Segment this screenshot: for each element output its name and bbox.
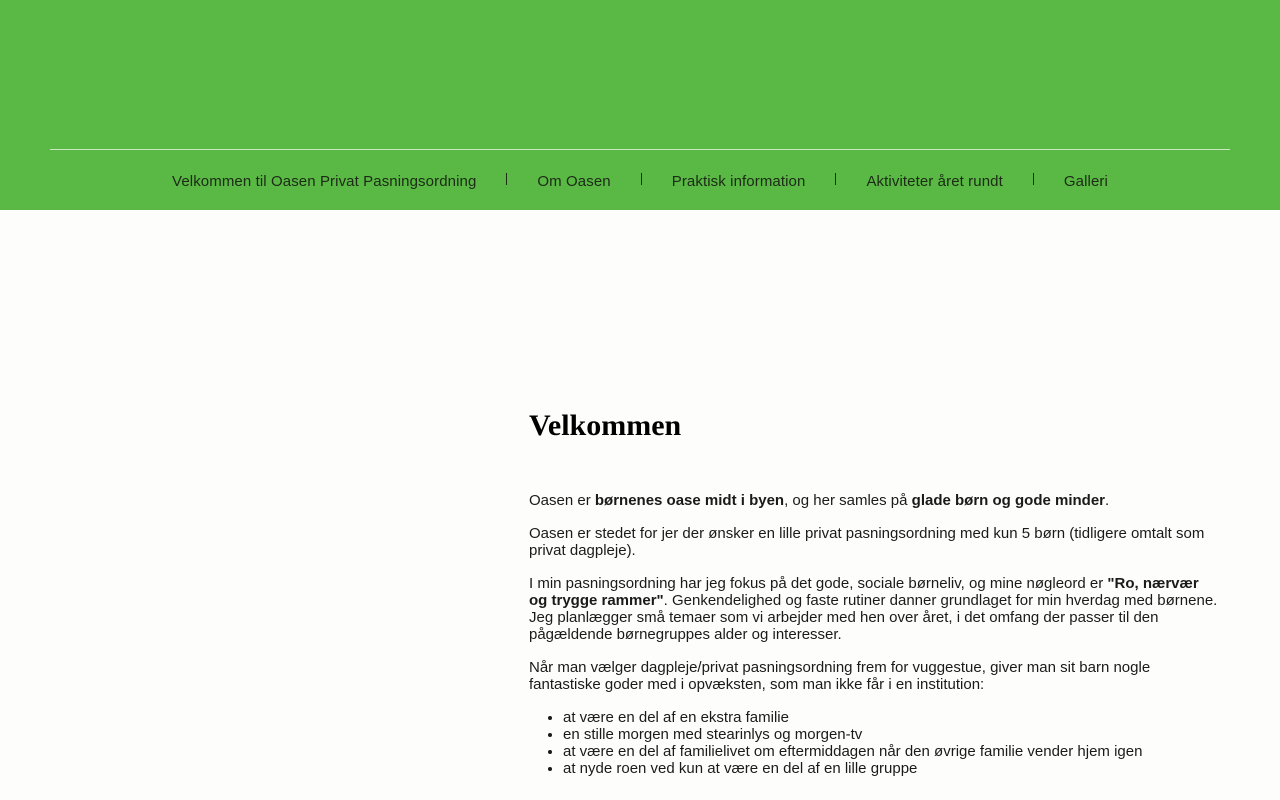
description-paragraph: Oasen er stedet for jer der ønsker en lille privat pasningsordning med kun 5 børn (tidligere omtalt som privat dagpleje). — [529, 525, 1205, 559]
list-item: • at nyde roen ved kun at være en del af en lille gruppe — [563, 760, 1219, 777]
intro-paragraph — [529, 492, 1219, 509]
intro-highlight-1: børnenes oase midt i byen — [594, 492, 785, 509]
nav-separator — [835, 173, 836, 185]
benefits-list — [529, 709, 1219, 777]
list-item: • at være en del af familielivet om eftermiddagen når den øvrige familie vender hjem igen — [563, 743, 1219, 760]
focus-text-1: I min pasningsordning har jeg fokus på det gode, sociale børneliv, og mine nøgleord er — [529, 575, 1108, 592]
page-title: Velkommen — [529, 409, 682, 442]
benefits-intro-paragraph: Når man vælger dagpleje/privat pasningsordning frem for vuggestue, giver man sit barn nogle fantastiske goder med i opvæksten, som man ikke får i en institution: — [529, 659, 1151, 693]
nav-item-velkommen[interactable]: Velkommen til Oasen Privat Pasningsordning — [172, 172, 477, 190]
nav-separator — [506, 173, 507, 185]
site-header — [0, 0, 1280, 210]
nav-item-galleri[interactable]: Galleri — [1063, 172, 1108, 190]
main-content — [529, 400, 1219, 793]
focus-keywords: "Ro, nærvær og trygge rammer" — [529, 575, 1199, 609]
intro-text-1: Oasen er — [529, 492, 595, 509]
nav-separator — [1033, 173, 1034, 185]
intro-text-3: . — [1105, 492, 1110, 509]
focus-paragraph — [529, 575, 1219, 643]
nav-item-aktiviteter[interactable]: Aktiviteter året rundt — [866, 172, 1003, 190]
focus-text-2: . Genkendelighed og faste rutiner danner grundlaget for min hverdag med børnene. Jeg planlægger små temaer som vi arbejder med hen over året, i det omfang der passer til den pågældende børnegruppes alder og interesser. — [529, 592, 1218, 643]
nav-separator — [641, 173, 642, 185]
list-item: • at være en del af en ekstra familie — [563, 709, 1219, 726]
intro-highlight-2: glade børn og gode minder — [911, 492, 1106, 509]
header-divider — [50, 149, 1230, 150]
nav-item-om-oasen[interactable]: Om Oasen — [537, 172, 611, 190]
nav-item-praktisk-information[interactable]: Praktisk information — [671, 172, 806, 190]
main-navigation — [0, 168, 1280, 194]
intro-text-2: , og her samles på — [784, 492, 912, 509]
list-item: • en stille morgen med stearinlys og morgen-tv — [563, 726, 1219, 743]
